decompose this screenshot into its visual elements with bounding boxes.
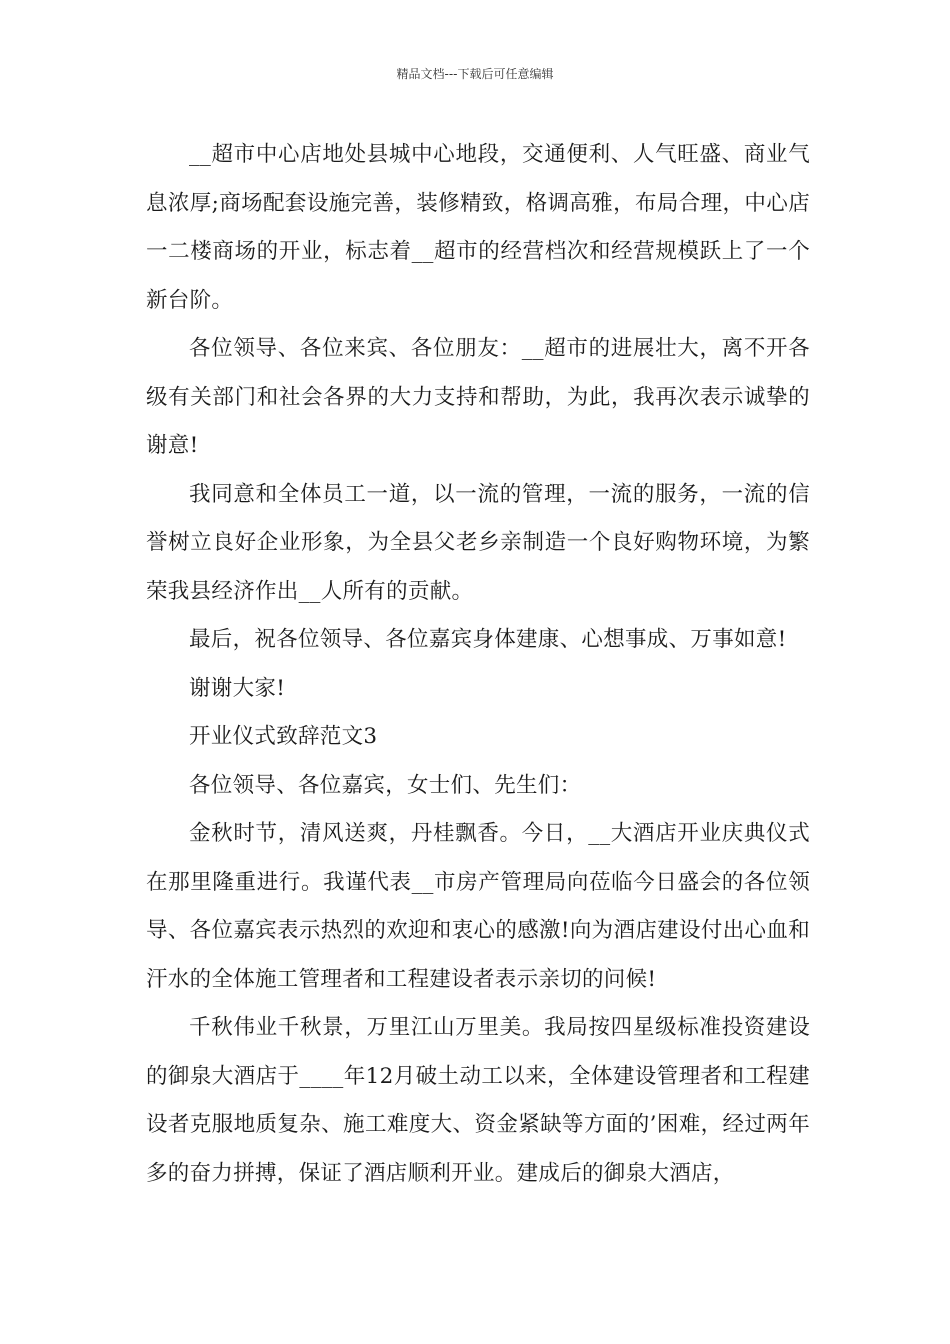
page-header: 精品文档---下载后可任意编辑: [396, 67, 554, 81]
paragraph-5: 谢谢大家!: [189, 675, 286, 701]
section-title: 开业仪式致辞范文3: [189, 724, 378, 749]
paragraph-7: 千秋伟业千秋景，万里江山万里美。我局按四星级标准投资建设的御泉大酒店于____年12月破土动工以来，全体建设管理者和工程建设者克服地质复杂、施工难度大、资金紧缺等方面的’困难，经过两年多的奋力拼搏，保证了酒店顺利开业。建成后的御泉大酒店，: [146, 1015, 810, 1186]
paragraph-salutation: 各位领导、各位嘉宾，女士们、先生们：: [189, 772, 582, 798]
paragraph-1: __超市中心店地处县城中心地段，交通便利、人气旺盛、商业气息浓厚;商场配套设施完善，装修精致，格调高雅，布局合理，中心店一二楼商场的开业，标志着__超市的经营档次和经营规模跃上了一个新台阶。: [146, 142, 810, 313]
paragraph-2: 各位领导、各位来宾、各位朋友：__超市的进展壮大，离不开各级有关部门和社会各界的大力支持和帮助，为此，我再次表示诚挚的谢意!: [146, 336, 810, 458]
paragraph-4: 最后，祝各位领导、各位嘉宾身体建康、心想事成、万事如意!: [189, 627, 787, 652]
paragraph-3: 我同意和全体员工一道，以一流的管理，一流的服务，一流的信誉树立良好企业形象，为全县父老乡亲制造一个良好购物环境，为繁荣我县经济作出__人所有的贡献。: [146, 481, 810, 604]
paragraph-6: 金秋时节，清风送爽，丹桂飘香。今日，__大酒店开业庆典仪式在那里隆重进行。我谨代表__市房产管理局向莅临今日盛会的各位领导、各位嘉宾表示热烈的欢迎和衷心的感激!向为酒店建设付出心血和汗水的全体施工管理者和工程建设者表示亲切的问候!: [146, 821, 810, 992]
document-body: [146, 131, 810, 1198]
